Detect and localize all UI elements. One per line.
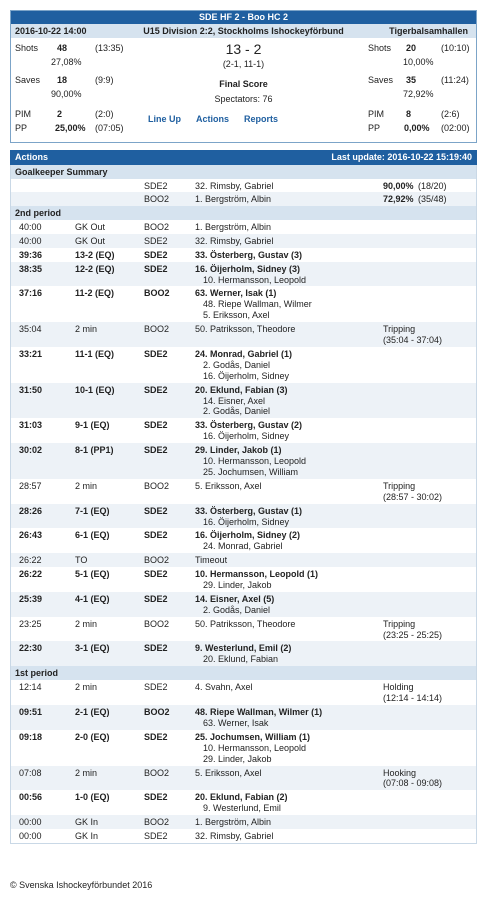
- event-type: 12-2 (EQ): [75, 263, 115, 274]
- event-row: [11, 617, 476, 642]
- event-description: 48. Riepe Wallman, Wilmer (1): [195, 707, 323, 718]
- event-time: 31:50: [19, 384, 43, 395]
- game-stats: [11, 38, 476, 142]
- event-team: SDE2: [144, 792, 168, 803]
- event-description: 50. Patriksson, Theodore: [195, 618, 296, 629]
- home-pim-detail: (2:0): [95, 109, 114, 119]
- event-type: 8-1 (PP1): [75, 445, 114, 456]
- event-type: GK Out: [75, 222, 106, 232]
- event-row: [11, 418, 476, 443]
- event-type: GK Out: [75, 235, 106, 246]
- event-description: 33. Österberg, Gustav (3): [195, 249, 303, 260]
- event-description: 32. Rimsby, Gabriel: [195, 831, 274, 842]
- home-pp-label: PP: [15, 123, 28, 133]
- league-name: U15 Division 2:2, Stockholms Ishockeyförbund: [143, 26, 344, 36]
- event-description: 24. Monrad, Gabriel (1): [195, 348, 293, 359]
- event-team: SDE2: [144, 682, 168, 693]
- away-pim-detail: (2:6): [441, 109, 460, 119]
- lineup-link-wrap: [148, 114, 181, 124]
- final-score: 13 - 2: [225, 41, 262, 57]
- event-row: [11, 766, 476, 791]
- event-team: SDE2: [144, 643, 168, 654]
- period-title: 1st period: [11, 666, 476, 680]
- period-scores: (2-1, 11-1): [222, 59, 265, 69]
- gk-summary-row: [11, 192, 476, 206]
- event-row: [11, 220, 476, 234]
- actions-header-bar: [10, 150, 477, 165]
- event-description: 5. Eriksson, Axel: [195, 767, 262, 778]
- penalty-interval: (28:57 - 30:02): [383, 491, 443, 502]
- event-time: 40:00: [19, 235, 42, 246]
- home-saves-detail: (9:9): [95, 75, 114, 85]
- event-team: SDE2: [144, 505, 168, 516]
- event-time: 23:25: [19, 618, 42, 629]
- gk-save-detail: (18/20): [418, 181, 447, 191]
- actions-link-wrap: [196, 114, 229, 124]
- event-time: 00:00: [19, 831, 42, 842]
- home-pim: 2: [57, 109, 63, 119]
- event-description: 16. Öijerholm, Sidney (3): [195, 263, 301, 274]
- event-time: 33:21: [19, 348, 43, 359]
- event-time: 07:08: [19, 767, 42, 778]
- event-description: Timeout: [195, 555, 228, 566]
- event-team: SDE2: [144, 831, 168, 842]
- event-row: [11, 234, 476, 248]
- event-assist: 9. Westerlund, Emil: [203, 803, 281, 814]
- event-assist: 63. Werner, Isak: [203, 717, 269, 728]
- event-assist: 14. Eisner, Axel: [203, 395, 266, 406]
- event-row: [11, 592, 476, 617]
- gk-save-pct: 90,00%: [383, 181, 414, 191]
- gk-save-pct: 72,92%: [383, 194, 414, 204]
- event-type: 2-1 (EQ): [75, 707, 110, 718]
- game-info-bar: [11, 24, 476, 38]
- event-team: BOO2: [144, 222, 170, 232]
- gk-team: BOO2: [144, 194, 170, 204]
- event-assist: 10. Hermansson, Leopold: [203, 456, 307, 467]
- away-saves-label: Saves: [368, 75, 394, 85]
- away-saves-pct: 72,92%: [403, 89, 434, 99]
- event-type: 2 min: [75, 618, 98, 629]
- event-team: BOO2: [144, 288, 170, 299]
- penalty-reason: Tripping: [383, 480, 416, 491]
- event-team: SDE2: [144, 445, 168, 456]
- away-shots-time: (10:10): [441, 43, 470, 53]
- event-team: BOO2: [144, 618, 170, 629]
- event-assist: 48. Riepe Wallman, Wilmer: [203, 299, 312, 310]
- event-description: 33. Österberg, Gustav (1): [195, 505, 303, 516]
- home-pp-detail: (07:05): [95, 123, 124, 133]
- game-title: SDE HF 2 - Boo HC 2: [11, 11, 476, 24]
- event-description: 10. Hermansson, Leopold (1): [195, 569, 319, 580]
- actions-link[interactable]: Actions: [196, 114, 230, 124]
- event-assist: 24. Monrad, Gabriel: [203, 541, 283, 552]
- event-team: SDE2: [144, 249, 168, 260]
- event-assist: 29. Linder, Jakob: [203, 753, 272, 764]
- penalty-reason: Tripping: [383, 618, 416, 629]
- event-time: 26:22: [19, 569, 43, 580]
- event-assist: 2. Godås, Daniel: [203, 406, 271, 417]
- event-row: [11, 528, 476, 553]
- period-title: 2nd period: [11, 206, 476, 220]
- event-time: 39:36: [19, 249, 43, 260]
- home-shots: 48: [57, 43, 68, 53]
- event-time: 26:22: [19, 555, 42, 566]
- event-time: 09:51: [19, 707, 43, 718]
- event-type: 2 min: [75, 480, 98, 491]
- gk-player: 1. Bergström, Albin: [195, 194, 272, 204]
- event-row: [11, 322, 476, 347]
- game-datetime: 2016-10-22 14:00: [15, 26, 87, 36]
- home-saves-label: Saves: [15, 75, 41, 85]
- home-shots-time: (13:35): [95, 43, 124, 53]
- event-team: BOO2: [144, 324, 170, 335]
- event-row: [11, 829, 476, 843]
- event-team: SDE2: [144, 593, 168, 604]
- event-type: GK In: [75, 831, 99, 842]
- event-assist: 29. Linder, Jakob: [203, 579, 272, 590]
- event-team: BOO2: [144, 555, 170, 566]
- event-assist: 10. Hermansson, Leopold: [203, 742, 307, 753]
- away-shots: 20: [406, 43, 417, 53]
- event-type: 11-2 (EQ): [75, 288, 115, 299]
- event-type: 4-1 (EQ): [75, 593, 110, 604]
- events-table: [10, 165, 477, 844]
- event-time: 26:43: [19, 530, 43, 541]
- event-description: 50. Patriksson, Theodore: [195, 324, 296, 335]
- penalty-interval: (07:08 - 09:08): [383, 778, 443, 789]
- event-assist: 16. Öijerholm, Sidney: [203, 370, 290, 381]
- event-row: [11, 815, 476, 829]
- event-time: 31:03: [19, 420, 43, 431]
- event-description: 20. Eklund, Fabian (3): [195, 384, 288, 395]
- away-pp-label: PP: [368, 123, 381, 133]
- event-type: GK In: [75, 817, 99, 828]
- reports-link[interactable]: Reports: [244, 114, 279, 124]
- event-time: 25:39: [19, 593, 43, 604]
- event-row: [11, 443, 476, 479]
- gk-summary-row: [11, 179, 476, 192]
- event-description: 32. Rimsby, Gabriel: [195, 235, 274, 246]
- event-row: [11, 705, 476, 730]
- event-type: 1-0 (EQ): [75, 792, 110, 803]
- gk-summary-title: Goalkeeper Summary: [11, 165, 476, 179]
- event-time: 22:30: [19, 643, 43, 654]
- event-row: [11, 479, 476, 504]
- event-assist: 16. Öijerholm, Sidney: [203, 431, 290, 442]
- away-pim-label: PIM: [368, 109, 385, 119]
- event-time: 28:26: [19, 505, 43, 516]
- actions-title: Actions: [15, 152, 49, 162]
- event-description: 1. Bergström, Albin: [195, 222, 272, 232]
- event-type: 2-0 (EQ): [75, 731, 110, 742]
- event-type: 13-2 (EQ): [75, 249, 115, 260]
- away-shots-label: Shots: [368, 43, 392, 53]
- game-header-box: [10, 10, 477, 143]
- event-description: 20. Eklund, Fabian (2): [195, 792, 288, 803]
- event-type: 3-1 (EQ): [75, 643, 110, 654]
- event-row: [11, 248, 476, 262]
- away-pp: 0,00%: [404, 123, 430, 133]
- event-assist: 2. Godås, Daniel: [203, 604, 271, 615]
- event-type: 2 min: [75, 324, 98, 335]
- away-saves: 35: [406, 75, 417, 85]
- event-team: SDE2: [144, 731, 168, 742]
- penalty-interval: (23:25 - 25:25): [383, 629, 443, 640]
- event-assist: 20. Eklund, Fabian: [203, 654, 279, 665]
- event-type: 11-1 (EQ): [75, 348, 115, 359]
- event-description: 5. Eriksson, Axel: [195, 480, 262, 491]
- event-type: TO: [75, 555, 88, 566]
- event-row: [11, 641, 476, 666]
- event-type: 5-1 (EQ): [75, 569, 110, 580]
- penalty-reason: Holding: [383, 682, 414, 693]
- away-shots-pct: 10,00%: [403, 57, 434, 67]
- event-description: 25. Jochumsen, William (1): [195, 731, 310, 742]
- event-team: SDE2: [144, 235, 168, 246]
- event-time: 40:00: [19, 222, 42, 232]
- lineup-link[interactable]: Line Up: [148, 114, 181, 124]
- event-description: 33. Österberg, Gustav (2): [195, 420, 303, 431]
- event-assist: 5. Eriksson, Axel: [203, 310, 270, 321]
- game-report: [10, 10, 477, 844]
- arena-name: Tigerbalsamhallen: [389, 26, 468, 36]
- home-saves-pct: 90,00%: [51, 89, 82, 99]
- penalty-interval: (12:14 - 14:14): [383, 693, 443, 704]
- event-description: 16. Öijerholm, Sidney (2): [195, 530, 301, 541]
- event-team: SDE2: [144, 348, 168, 359]
- event-description: 9. Westerlund, Emil (2): [195, 643, 292, 654]
- event-assist: 2. Godås, Daniel: [203, 359, 271, 370]
- event-team: SDE2: [144, 530, 168, 541]
- event-team: SDE2: [144, 420, 168, 431]
- event-description: 14. Eisner, Axel (5): [195, 593, 275, 604]
- home-pp: 25,00%: [55, 123, 86, 133]
- event-row: [11, 553, 476, 567]
- event-row: [11, 383, 476, 419]
- home-saves: 18: [57, 75, 68, 85]
- event-description: 4. Svahn, Axel: [195, 682, 253, 693]
- penalty-interval: (35:04 - 37:04): [383, 335, 443, 346]
- spectators: Spectators: 76: [214, 94, 273, 104]
- event-row: [11, 790, 476, 815]
- final-score-label: Final Score: [219, 79, 268, 89]
- event-team: BOO2: [144, 767, 170, 778]
- event-row: [11, 567, 476, 592]
- home-shots-pct: 27,08%: [51, 57, 82, 67]
- event-time: 00:00: [19, 817, 42, 828]
- gk-save-detail: (35/48): [418, 194, 447, 204]
- event-assist: 16. Öijerholm, Sidney: [203, 516, 290, 527]
- event-assist: 25. Jochumsen, William: [203, 466, 299, 477]
- event-type: 6-1 (EQ): [75, 530, 110, 541]
- event-type: 7-1 (EQ): [75, 505, 110, 516]
- event-team: SDE2: [144, 263, 168, 274]
- penalty-reason: Hooking: [383, 767, 417, 778]
- event-time: 35:04: [19, 324, 42, 335]
- event-time: 30:02: [19, 445, 43, 456]
- event-type: 9-1 (EQ): [75, 420, 110, 431]
- away-pp-detail: (02:00): [441, 123, 470, 133]
- event-team: BOO2: [144, 480, 170, 491]
- event-row: [11, 504, 476, 529]
- gk-team: SDE2: [144, 181, 168, 191]
- event-team: SDE2: [144, 569, 168, 580]
- event-time: 09:18: [19, 731, 43, 742]
- periods-container: [11, 206, 476, 843]
- event-type: 10-1 (EQ): [75, 384, 115, 395]
- penalty-reason: Tripping: [383, 324, 416, 335]
- event-team: BOO2: [144, 817, 170, 828]
- event-team: SDE2: [144, 384, 168, 395]
- event-time: 28:57: [19, 480, 42, 491]
- event-row: [11, 730, 476, 766]
- event-row: [11, 347, 476, 383]
- event-time: 37:16: [19, 288, 43, 299]
- event-row: [11, 680, 476, 705]
- away-saves-detail: (11:24): [441, 75, 469, 85]
- event-description: 63. Werner, Isak (1): [195, 288, 277, 299]
- event-time: 38:35: [19, 263, 43, 274]
- event-row: [11, 286, 476, 322]
- home-shots-label: Shots: [15, 43, 39, 53]
- event-description: 1. Bergström, Albin: [195, 817, 272, 828]
- event-type: 2 min: [75, 682, 98, 693]
- event-type: 2 min: [75, 767, 98, 778]
- copyright-footer: © Svenska Ishockeyförbundet 2016: [10, 880, 153, 890]
- away-pim: 8: [406, 109, 412, 119]
- event-assist: 10. Hermansson, Leopold: [203, 274, 307, 285]
- event-team: BOO2: [144, 707, 170, 718]
- reports-link-wrap: [244, 114, 278, 124]
- event-time: 12:14: [19, 682, 42, 693]
- event-time: 00:56: [19, 792, 43, 803]
- home-pim-label: PIM: [15, 109, 32, 119]
- last-update: Last update: 2016-10-22 15:19:40: [331, 152, 472, 162]
- event-description: 29. Linder, Jakob (1): [195, 445, 282, 456]
- gk-player: 32. Rimsby, Gabriel: [195, 181, 274, 191]
- event-row: [11, 262, 476, 287]
